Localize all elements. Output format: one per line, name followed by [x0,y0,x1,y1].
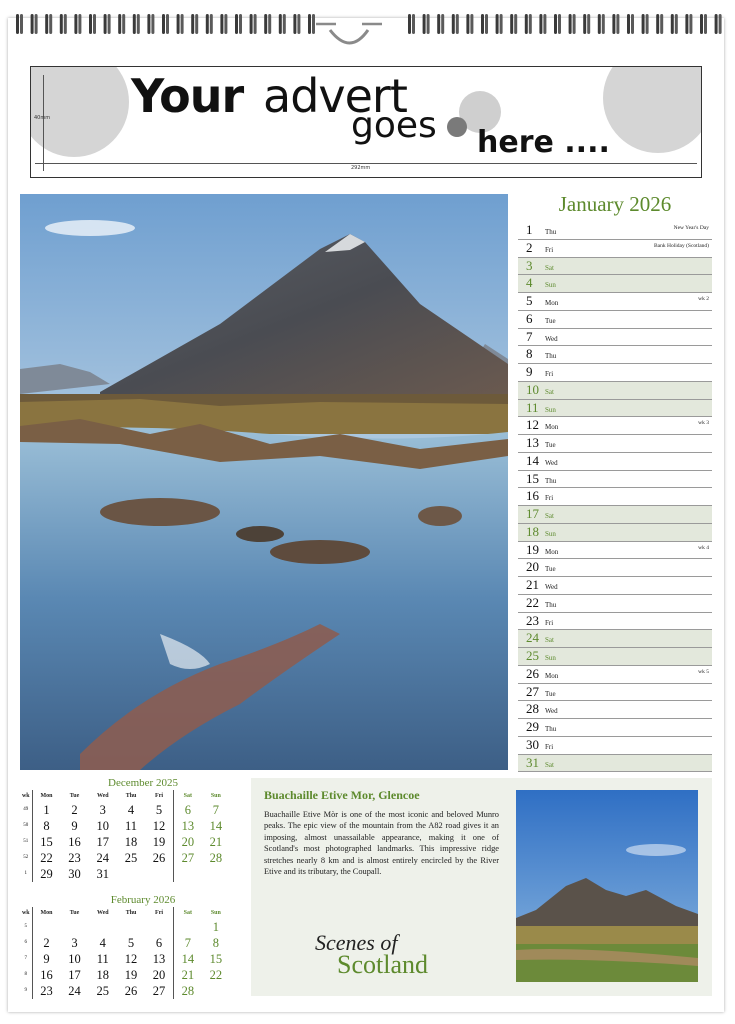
mini-header-cell: Mon [32,790,60,802]
day-row [518,311,712,329]
mini-day-cell: 10 [96,819,110,833]
day-name: Thu [545,725,557,733]
day-note: wk 4 [698,544,709,551]
mini-week-number: 51 [23,839,29,844]
mini-day-cell: 2 [32,935,60,951]
mini-week-number: 7 [24,956,28,961]
day-name: Fri [545,618,554,627]
day-row [518,613,712,631]
mini-day-cell: 15 [32,834,60,850]
advert-width-label: 292mm [351,165,371,171]
mini-header-cell: Wed [96,910,109,916]
day-number: 23 [526,612,539,628]
day-note: New Year's Day [673,225,709,231]
day-number: 8 [526,346,533,362]
day-number: 7 [526,328,533,344]
mini-day-cell: 23 [68,851,81,865]
mini-day-cell: 6 [173,802,201,818]
mini-day-cell [202,983,230,999]
advert-width-dimension-line [35,163,697,164]
mini-week-number: 52 [23,855,29,860]
mini-day-cell: 21 [173,967,201,983]
mini-day-cell: 31 [96,867,110,881]
day-row [518,630,712,648]
day-row [518,346,712,364]
day-list [518,222,712,772]
mini-header-cell: Tue [69,910,80,916]
day-row [518,275,712,293]
mini-header-cell: Sat [173,907,201,919]
day-number: 13 [526,435,539,450]
mini-calendar-february [20,893,230,999]
mini-day-cell: 29 [32,866,60,882]
day-row [518,240,712,258]
advert-text-here: here .... [477,125,610,160]
month-title: January 2026 [558,192,672,216]
mini-day-cell [117,919,145,935]
mini-header-cell: Sun [210,910,221,916]
day-row [518,453,712,471]
day-number: 20 [526,559,539,575]
day-name: Wed [545,458,558,467]
day-number: 26 [526,665,539,681]
day-row [518,684,712,702]
mini-day-cell: 22 [209,968,223,982]
day-number: 12 [526,417,539,433]
mini-week-number: 9 [24,988,28,993]
day-name: Sun [545,405,556,414]
mini-day-cell: 15 [209,952,223,966]
mini-week-number: 8 [24,972,28,977]
day-name: Wed [545,583,558,591]
day-number: 6 [526,310,533,326]
advert-placeholder [30,66,702,178]
day-name: Fri [545,370,554,378]
day-row [518,222,712,240]
day-number: 10 [526,381,539,397]
mini-week-number: 1 [24,871,28,876]
day-row [518,258,712,276]
mini-day-cell: 30 [68,867,81,881]
day-number: 2 [526,239,533,255]
day-number: 11 [526,399,539,415]
day-row [518,737,712,755]
mini-header-cell: Mon [32,907,60,919]
mini-header-cell: Sat [173,790,201,802]
day-number: 5 [526,293,533,308]
mini-day-cell: 11 [125,819,138,833]
day-row [518,719,712,737]
day-row [518,471,712,489]
day-number: 3 [526,257,533,273]
day-row [518,400,712,418]
advert-dot-dark [447,117,467,137]
day-number: 4 [526,275,533,291]
day-name: Thu [545,600,557,609]
advert-height-dimension-line [43,75,44,171]
day-row [518,701,712,719]
day-number: 27 [526,683,539,699]
day-number: 19 [526,541,539,557]
day-number: 30 [526,736,539,752]
day-name: Sun [545,529,556,538]
mini-calendar-grid [20,907,230,999]
day-row [518,755,712,773]
mini-day-cell: 24 [68,984,81,998]
mini-day-cell: 20 [173,834,201,850]
mini-header-cell: Fri [155,793,164,799]
logo-scotland: Scotland [337,950,428,979]
mini-day-cell: 16 [68,835,81,849]
day-row [518,666,712,684]
day-number: 1 [526,222,533,237]
mini-day-cell: 3 [99,803,106,817]
mini-week-number: 6 [24,940,28,945]
day-name: Sat [545,263,554,272]
day-number: 15 [526,470,539,486]
mini-day-cell: 9 [32,951,60,967]
info-body: Buachaille Etive Mòr is one of the most iconic and beloved Munro peaks. The epic view of the mountain from the A82 road gives it an imposing, almost unassailable appearance, making it one of Scotland's most photographed landmarks. This impressive ridge stretches nearly 8 km and is almost entirely encircled by the River Etive and its tributary, the Coupall. [264,810,499,877]
mini-header-cell: Thu [125,910,137,916]
mini-day-cell: 10 [68,952,81,966]
mini-day-cell: 24 [96,851,110,865]
day-note: wk 2 [698,296,709,302]
mini-day-cell: 4 [127,803,135,817]
day-name: Tue [545,689,556,698]
mini-day-cell: 1 [32,802,60,818]
day-name: Mon [545,299,559,307]
mini-day-cell [173,919,201,935]
mini-day-cell [32,919,60,935]
mini-calendar-title: February 2026 [110,894,176,906]
mini-day-cell: 13 [152,952,166,966]
day-name: Tue [545,316,556,325]
day-note: Bank Holiday (Scotland) [654,242,709,249]
advert-circle-left [30,66,129,157]
mini-day-cell: 1 [212,920,219,934]
mini-calendar-december [20,776,230,882]
mini-day-cell: 25 [124,851,138,865]
mini-day-cell: 18 [124,835,138,849]
mini-day-cell: 26 [152,851,166,865]
advert-text-goes: goes [351,105,437,146]
day-number: 14 [526,452,539,468]
day-name: Sat [545,512,554,520]
mini-header-cell: Tue [69,793,80,799]
mini-day-cell: 20 [152,968,166,982]
mini-day-cell: 25 [96,984,110,998]
logo-scenes-of: Scenes of [315,930,398,955]
day-name: Wed [545,334,558,343]
day-row [518,542,712,560]
day-number: 31 [526,754,539,770]
day-name: Thu [545,476,557,485]
day-row [518,435,712,453]
mini-day-cell: 19 [152,835,166,849]
day-name: Sat [545,387,554,396]
mini-day-cell: 23 [32,983,60,999]
mini-day-cell: 26 [124,984,138,998]
mini-day-cell: 5 [127,936,135,950]
day-row [518,488,712,506]
mini-day-cell: 14 [173,951,201,967]
day-name: Fri [545,742,554,751]
day-number: 22 [526,594,539,610]
day-name: Mon [545,423,559,432]
mini-day-cell: 6 [155,936,163,950]
mini-calendar-title: December 2025 [108,777,178,789]
mini-day-cell: 22 [32,850,60,866]
mini-day-cell: 28 [209,851,223,865]
mini-day-cell: 17 [68,968,81,982]
mini-day-cell [145,866,173,882]
day-number: 18 [526,523,539,539]
mini-day-cell: 7 [173,935,201,951]
day-row [518,382,712,400]
day-row [518,648,712,666]
mini-day-cell: 16 [32,967,60,983]
mini-week-number: 5 [24,924,28,929]
day-name: Tue [545,565,556,574]
day-name: Sat [545,636,554,645]
mini-day-cell: 17 [96,835,110,849]
day-note: wk 3 [698,420,709,427]
day-number: 25 [526,648,539,663]
mini-day-cell [60,919,88,935]
day-name: Mon [545,547,559,556]
advert-text-your: Your [131,69,244,123]
mini-day-cell [173,866,201,882]
day-row [518,577,712,595]
mini-day-cell: 14 [209,819,223,833]
day-number: 29 [526,719,539,734]
mini-header-cell: wk [21,910,30,916]
mini-day-cell: 5 [155,803,163,817]
day-name: Thu [545,228,557,236]
mini-week-number: 49 [23,807,29,812]
mini-day-cell [202,866,230,882]
day-name: Tue [545,441,556,449]
day-name: Mon [545,671,559,680]
mini-header-cell: Thu [125,793,137,799]
day-row [518,329,712,347]
day-name: Fri [545,245,554,254]
mini-day-cell: 12 [124,952,138,966]
mini-day-cell: 27 [152,984,166,998]
mini-day-cell: 8 [32,818,60,834]
advert-text-advert: advert [263,69,407,123]
day-note: wk 5 [698,668,709,675]
day-number: 24 [526,630,539,646]
mini-day-cell: 4 [99,936,106,950]
day-row [518,595,712,613]
mini-day-cell: 3 [71,936,78,950]
day-name: Sun [545,654,556,662]
mini-day-cell: 21 [209,835,223,849]
mini-day-cell [89,919,117,935]
mini-day-cell [145,919,173,935]
day-number: 16 [526,488,539,504]
mini-day-cell: 13 [173,818,201,834]
day-row [518,417,712,435]
day-name: Sat [545,760,554,769]
mini-day-cell: 9 [71,819,78,833]
spiral-binding [0,8,735,48]
mini-day-cell [117,866,145,882]
mini-day-cell: 11 [96,952,109,966]
mini-day-cell: 8 [212,936,219,950]
advert-height-label: 40mm [34,115,51,121]
day-name: Fri [545,494,554,503]
day-row [518,559,712,577]
mini-calendar-grid [20,790,230,882]
mini-day-cell: 2 [71,803,78,817]
advert-circle-right [603,66,702,153]
day-row [518,506,712,524]
mini-day-cell: 12 [152,819,166,833]
info-heading: Buachaille Etive Mor, Glencoe [264,788,420,802]
day-row [518,364,712,382]
thumbnail-photo-mountain [516,790,698,982]
mini-week-number: 50 [23,823,29,828]
day-number: 17 [526,506,539,521]
day-number: 28 [526,701,539,717]
mini-day-cell: 18 [96,968,110,982]
mini-header-cell: wk [21,793,30,799]
mini-day-cell: 19 [124,968,138,982]
day-name: Thu [545,352,557,361]
mini-day-cell: 7 [212,803,219,817]
day-name: Wed [545,707,558,716]
day-row [518,293,712,311]
mini-header-cell: Wed [96,793,109,799]
day-number: 21 [526,577,539,592]
mini-header-cell: Fri [155,910,164,916]
main-photo-mountain [20,194,508,770]
mini-day-cell: 28 [173,983,201,999]
day-row [518,524,712,542]
mini-day-cell: 27 [173,850,201,866]
day-name: Sun [545,281,556,290]
day-number: 9 [526,364,533,379]
mini-header-cell: Sun [210,793,221,799]
